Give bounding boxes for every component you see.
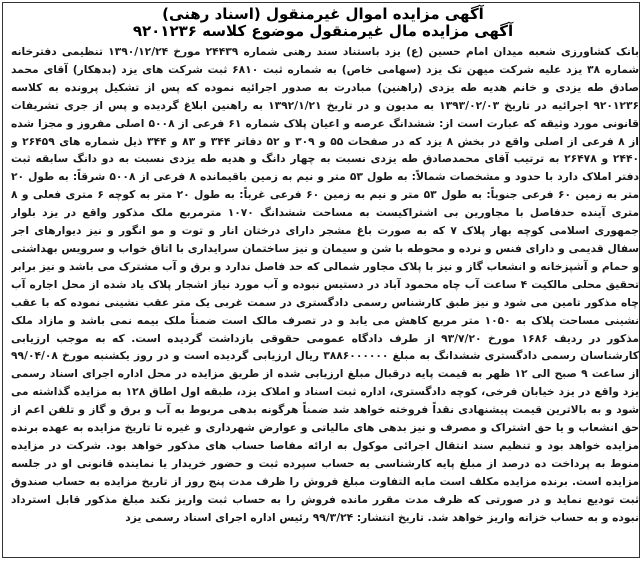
notice-title-line-1: آگهی مزایده اموال غیرمنقول (اسناد رهنی) bbox=[162, 5, 484, 23]
notice-frame bbox=[2, 2, 640, 558]
notice-body: بانک کشاورزی شعبه میدان امام حسین (ع) یزد باستناد سند رهنی شماره ۲۴۴۳۹ مورخ ۱۳۹۰/۱۲/۲۴ تنظیمی دفترخانه شماره ۳۸ یزد علیه شرکت میهن تک یزد (سهامی خاص) به شماره ثبت ۶۸۱۰ ثبت شرکت های یزد (بدهکار) آقای محمد صادق طه یزدی و خانم هدیه طه یزدی (راهنین) مبادرت به صدور اجرائیه نموده که پس از تشکیل پرونده به کلاسه ۹۲۰۱۲۳۶ اجرائیه در تاریخ ۱۳۹۳/۰۲/۰۳ به مدیون و در تاریخ ۱۳۹۲/۱/۲۱ به راهنین ابلاغ گردیده و پس از جری تشریفات قانونی مورد وثیقه که عبارت است از: ششدانگ عرصه و اعیان پلاک شماره ۶۱ فرعی از ۵۰۰۸ اصلی مفروز و مجزا شده از ۸ فرعی از اصلی واقع در بخش ۸ یزد که در صفحات ۵۵ و ۳۰۹ و ۵۲ دفاتر ۳۴۴ و ۸۳ و ۳۴۴ ذیل شماره های ۲۶۴۵۹ و ۲۴۴۰ و ۲۶۴۷۸ به ترتیب آقای محمدصادق طه یزدی نسبت به چهار دانگ و هدیه طه یزدی نسبت به دو دانگ سابقه ثبت دفتر املاک دارد با حدود و مشخصات شمالاً: به طول ۵۳ متر و نیم به زمین باقیمانده ۸ فرعی از ۵۰۰۸ شرقاً: به طول ۲۰ متر به زمین ۶۰ فرعی جنوباً: به طول ۵۳ متر و نیم به زمین ۶۰ فرعی غرباً: به طول ۲۰ متر به کوچه ۶ متری فعلی و ۸ متری آینده حدفاصل با مجاورین بی اشتراکیست به مساحت ششدانگ ۱۰۷۰ مترمربع ملک مذکور واقع در یزد بلوار جمهوری اسلامی کوچه بهار پلاک ۷ که به صورت باغ مشجر دارای درختان انار و توت و مو انگور و نیز دیوارهای اجر سفال قدیمی و دارای فنس و نرده و محوطه با شن و سیمان و نیز ساختمان سرایداری با اتاق خواب و سرویس بهداشتی و حمام و آشپزخانه و انشعاب گاز و نیز با پلاک مجاور شمالی که حد فاصل ندارد و برق و آب مشترک می باشد و نیز برابر تحقیق محلی مالکیت ۴ ساعت آب چاه محمود آباد در دستیس نبوده و آب مورد نیاز اشجار پلاک یاد شده از محل اجاره آب چاه مذکور تامین می شود و نیز طبق کارشناس رسمی دادگستری در سمت غربی یک متر عقب نشینی نموده که با عقب نشینی مساحت پلاک به ۱۰۵۰ متر مربع کاهش می یابد و در تصرف مالک است ضمناً ملک بیمه نمی باشد و مازاد ملک مذکور در ردیف ۱۶۸۶ مورخ ۹۳/۷/۲۰ از طرف دادگاه عمومی حقوقی بازداشت گردیده است. که به موجب ارزیابی کارشناسان رسمی دادگستری ششدانگ به مبلغ ۳۸۸۶۰۰۰۰۰۰ ریال ارزیابی گردیده است و در روز یکشنبه مورخ ۹۹/۰۴/۰۸ از ساعت ۹ صبح الی ۱۲ ظهر به قیمت پایه درقبال مبلغ ارزیابی شده از طریق مزایده در محل اداره اجرای اسناد رسمی یزد واقع در یزد خیابان فرخی، کوچه دادگستری، اداره ثبت اسناد و املاک یزد، طبقه اول اطاق ۱۲۸ به مزایده گذاشته می شود و به بالاترین قیمت پیشنهادی نقداً فروخته خواهد شد ضمناً هرگونه بدهی مربوط به آب و برق و گاز و تلفن اعم از حق انشعاب و یا حق اشتراک و مصرف و نیز بدهی های مالیاتی و عوارض شهرداری و غیره تا تاریخ مزایده به عهده برنده مزایده خواهد بود و تنظیم سند انتقال اجرائی موکول به ارائه مفاصا حساب های مذکور خواهد بود. شرکت در مزایده منوط به پرداخت ده درصد از مبلغ پایه کارشناسی به حساب سپرده ثبت و حضور خریدار یا نماینده قانونی او در جلسه مزایده است. برنده مزایده مکلف است مابه التفاوت مبلغ فروش را ظرف مدت پنج روز از تاریخ مزایده به حساب صندوق ثبت تودیع نماید و در صورتی که ظرف مدت مقرر مانده فروش را به حساب ثبت واریز نکند مبلغ مذکور قابل استرداد نبوده و به حساب خزانه واریز خواهد شد. تاریخ انتشار: ۹۹/۳/۲۴ رئیس اداره اجرای اسناد رسمی یزد bbox=[11, 45, 639, 524]
notice-title-line-2: آگهی مزایده مال غیرمنقول موضوع کلاسه ۹۲۰۱۲۳۶ bbox=[132, 22, 514, 40]
